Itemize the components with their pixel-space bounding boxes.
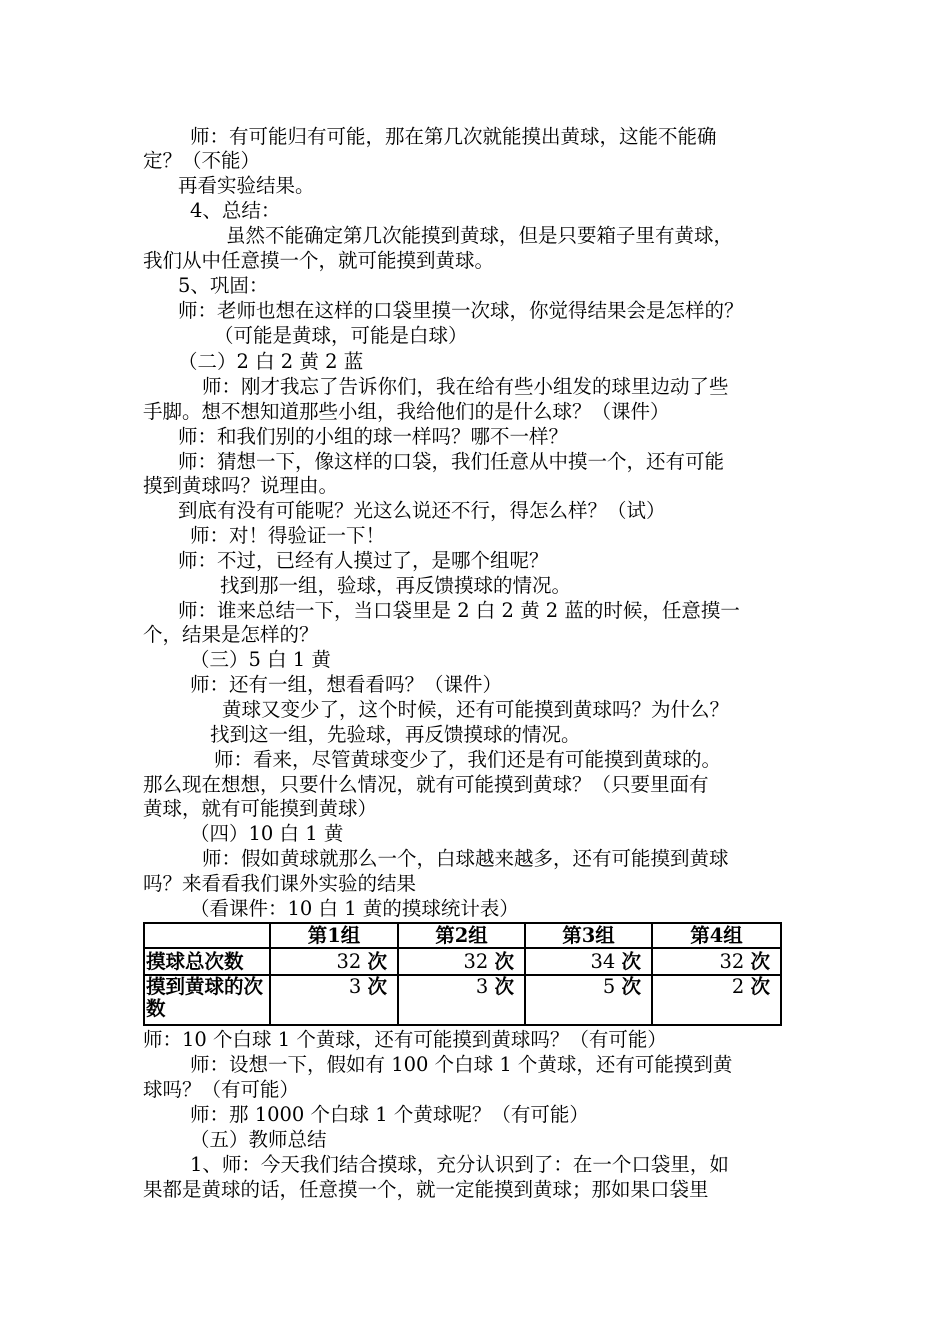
row-label: 摸到黄球的次数 [144, 975, 270, 1025]
table-cell: 32 次 [270, 948, 398, 975]
section-heading: （五）教师总结 [190, 1128, 327, 1151]
text-line: 5、巩固： [178, 274, 269, 297]
row-label: 摸球总次数 [144, 948, 270, 975]
text-line: 虽然不能确定第几次能摸到黄球，但是只要箱子里有黄球， [226, 224, 734, 247]
table-header-cell: 第2组 [398, 923, 525, 948]
section-heading: （二）2 白 2 黄 2 蓝 [178, 350, 364, 373]
text-line: 1、师：今天我们结合摸球，充分认识到了：在一个口袋里，如 [190, 1153, 729, 1176]
table-row [144, 975, 781, 1025]
text-line: 师：看来，尽管黄球变少了，我们还是有可能摸到黄球的。 [214, 748, 722, 771]
text-line: 找到这一组，先验球，再反馈摸球的情况。 [210, 723, 581, 746]
text-line: 师：那 1000 个白球 1 个黄球呢？（有可能） [190, 1103, 589, 1126]
text-line: 师：和我们别的小组的球一样吗？哪不一样？ [178, 425, 569, 448]
text-line: 4、总结： [190, 199, 281, 222]
text-line: 师：设想一下，假如有 100 个白球 1 个黄球，还有可能摸到黄 [190, 1053, 733, 1076]
text-line: 果都是黄球的话，任意摸一个，就一定能摸到黄球；那如果口袋里 [143, 1178, 709, 1201]
text-line: 再看实验结果。 [178, 174, 315, 197]
text-line: 师：猜想一下，像这样的口袋，我们任意从中摸一个，还有可能 [178, 450, 725, 473]
table-caption: （看课件：10 白 1 黄的摸球统计表） [190, 897, 519, 920]
table-cell: 3 次 [270, 975, 398, 1025]
table-row [144, 948, 781, 975]
text-line: 黄球又变少了，这个时候，还有可能摸到黄球吗？为什么？ [222, 698, 730, 721]
table-header-cell [144, 923, 270, 948]
table-cell: 5 次 [525, 975, 652, 1025]
text-line: 个，结果是怎样的？ [143, 623, 319, 646]
table-cell: 34 次 [525, 948, 652, 975]
text-line: 手脚。想不想知道那些小组，我给他们的是什么球？（课件） [143, 400, 670, 423]
text-line: 师：10 个白球 1 个黄球，还有可能摸到黄球吗？（有可能） [143, 1028, 667, 1051]
table-cell: 3 次 [398, 975, 525, 1025]
text-line: 师：对！得验证一下！ [190, 524, 386, 547]
table-header-cell: 第1组 [270, 923, 398, 948]
ball-statistics-table [143, 922, 782, 1026]
text-line: 找到那一组，验球，再反馈摸球的情况。 [220, 574, 572, 597]
text-line: 师：老师也想在这样的口袋里摸一次球，你觉得结果会是怎样的？ [178, 299, 744, 322]
text-line: 师：有可能归有可能，那在第几次就能摸出黄球，这能不能确 [190, 125, 717, 148]
text-line: 吗？来看看我们课外实验的结果 [143, 872, 417, 895]
text-line: 师：还有一组，想看看吗？（课件） [190, 673, 503, 696]
table-header-cell: 第3组 [525, 923, 652, 948]
table-cell: 32 次 [398, 948, 525, 975]
text-line: 摸到黄球吗？说理由。 [143, 474, 339, 497]
text-line: 定？（不能） [143, 149, 261, 172]
section-heading: （四）10 白 1 黄 [190, 822, 344, 845]
text-line: 黄球，就有可能摸到黄球） [143, 797, 378, 820]
section-heading: （三）5 白 1 黄 [190, 648, 331, 671]
table-header-row [144, 923, 781, 948]
text-line: 师：假如黄球就那么一个，白球越来越多，还有可能摸到黄球 [202, 847, 729, 870]
text-line: （可能是黄球，可能是白球） [214, 324, 468, 347]
text-line: 师：不过，已经有人摸过了，是哪个组呢？ [178, 549, 549, 572]
text-line: 那么现在想想，只要什么情况，就有可能摸到黄球？（只要里面有 [143, 773, 709, 796]
text-line: 我们从中任意摸一个，就可能摸到黄球。 [143, 249, 495, 272]
text-line: 师：刚才我忘了告诉你们，我在给有些小组发的球里边动了些 [202, 375, 729, 398]
text-line: 球吗？（有可能） [143, 1078, 300, 1101]
text-line: 师：谁来总结一下，当口袋里是 2 白 2 黄 2 蓝的时候，任意摸一 [178, 599, 740, 622]
table-header-cell: 第4组 [652, 923, 781, 948]
text-line: 到底有没有可能呢？光这么说还不行，得怎么样？（试） [178, 499, 666, 522]
table-cell: 32 次 [652, 948, 781, 975]
table-cell: 2 次 [652, 975, 781, 1025]
